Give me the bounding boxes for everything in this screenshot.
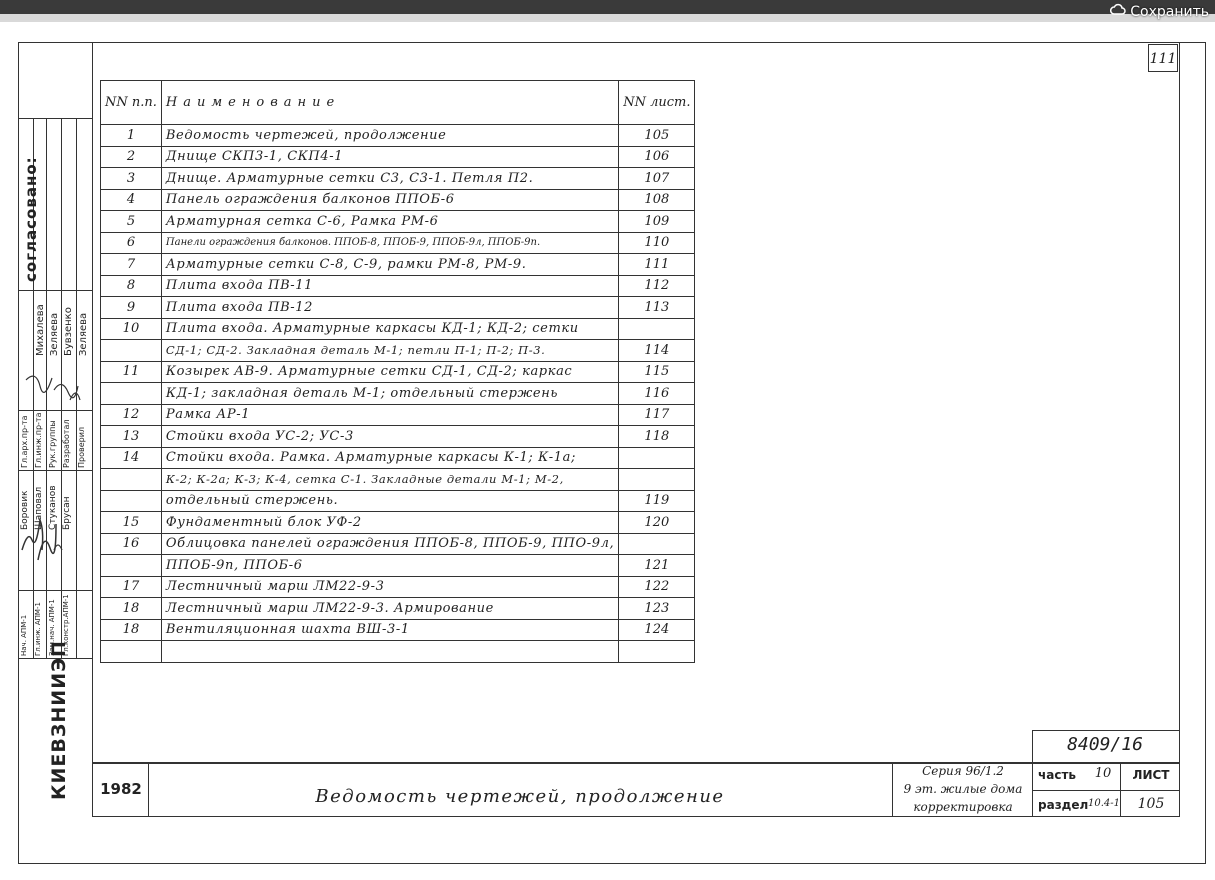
row-name [161,641,618,663]
row-name: Днище СКП3-1, СКП4-1 [161,146,618,168]
row-sheet: 119 [619,490,695,512]
table-row [101,361,695,383]
archive-box-top [1032,730,1180,731]
table-row [101,598,695,620]
row-sheet: 113 [619,297,695,319]
row-name: Панель ограждения балконов ППОБ-6 [161,189,618,211]
header-num: NN п.п. [101,81,162,125]
row-sheet [619,318,695,340]
table-row [101,426,695,448]
row-number [101,641,162,663]
row-name: СД-1; СД-2. Закладная деталь М-1; петли П-1; П-2; П-3. [161,340,618,362]
agreed-name-3: Бувзенко [63,307,74,356]
row-name: Плита входа. Арматурные каркасы КД-1; КД-2; сетки [161,318,618,340]
cloud-save-icon [1110,2,1126,22]
approver-role-3: Зам.нач. АПМ-1 [48,599,56,656]
sidebar-hline-1 [18,118,92,119]
table-row [101,254,695,276]
row-sheet: 108 [619,189,695,211]
table-row [101,404,695,426]
save-button-label: Сохранить [1130,4,1209,20]
row-name: Ведомость чертежей, продолжение [161,125,618,147]
row-number: 3 [101,168,162,190]
table-header-row [101,81,695,125]
row-sheet: 116 [619,383,695,405]
row-number [101,469,162,491]
approver-role-1: Нач. АПМ-1 [20,614,28,656]
title-block-series-divider [892,762,893,817]
sheet-label: ЛИСТ [1132,768,1170,782]
table-row [101,641,695,663]
row-sheet: 111 [619,254,695,276]
section-value: 10.4-1 [1088,798,1120,809]
agreed-label: согласовано: [22,156,40,282]
row-sheet: 112 [619,275,695,297]
table-row [101,168,695,190]
row-name: Арматурные сетки С-8, С-9, рамки РМ-8, РМ-9. [161,254,618,276]
table-row [101,555,695,577]
agreed-name-4: Зеляева [78,312,89,356]
row-name: Козырек АВ-9. Арматурные сетки СД-1, СД-2; каркас [161,361,618,383]
row-number: 14 [101,447,162,469]
table-row [101,297,695,319]
row-number: 2 [101,146,162,168]
row-sheet [619,641,695,663]
row-number: 12 [101,404,162,426]
agreed-name-1: Михалева [35,304,46,356]
title-block-part-divider [1032,730,1033,817]
table-row [101,232,695,254]
row-name: отдельный стержень. [161,490,618,512]
title-block-title: Ведомость чертежей, продолжение [315,786,725,807]
row-sheet: 107 [619,168,695,190]
row-sheet: 118 [619,426,695,448]
row-name: КД-1; закладная деталь М-1; отдельный стержень [161,383,618,405]
org-name: КИЕВЗНИИЭП [48,640,70,800]
table-row [101,490,695,512]
row-number: 9 [101,297,162,319]
row-sheet: 106 [619,146,695,168]
row-number [101,383,162,405]
series-line-2: 9 эт. жилые дома [903,782,1023,796]
row-name: Плита входа ПВ-11 [161,275,618,297]
row-number: 18 [101,619,162,641]
row-sheet [619,533,695,555]
row-number: 15 [101,512,162,534]
table-row [101,576,695,598]
viewer-top-bar [0,0,1215,14]
table-row [101,512,695,534]
row-number [101,340,162,362]
row-sheet [619,447,695,469]
signer-name-1: Боровик [20,490,30,530]
row-name: ППОБ-9п, ППОБ-6 [161,555,618,577]
signer-role-3: Рук.группы [48,420,57,468]
row-name: Стойки входа УС-2; УС-3 [161,426,618,448]
row-number: 17 [101,576,162,598]
row-name: К-2; К-2а; К-3; К-4, сетка С-1. Закладные детали М-1; М-2, [161,469,618,491]
row-number [101,555,162,577]
signer-role-2: Гл.инж.пр-та [34,412,43,468]
title-block-mid-line [1032,790,1180,791]
signer-role-4: Разработал [62,419,71,468]
row-name: Лестничный марш ЛМ22-9-3 [161,576,618,598]
row-number: 8 [101,275,162,297]
title-block-year-divider [148,762,149,817]
section-label: раздел [1038,798,1088,812]
header-sheet: NN лист. [619,81,695,125]
row-sheet: 124 [619,619,695,641]
signer-name-3: Стуканов [48,485,58,530]
row-number: 13 [101,426,162,448]
row-sheet: 109 [619,211,695,233]
table-row [101,383,695,405]
agreed-name-2: Зеляева [49,312,60,356]
table-row [101,533,695,555]
signer-role-1: Гл.арх.пр-та [20,415,29,468]
part-value: 10 [1094,766,1112,781]
signer-name-2: Шаповал [34,486,44,530]
row-number [101,490,162,512]
row-number: 16 [101,533,162,555]
table-row [101,189,695,211]
sidebar-hline-5 [18,590,92,591]
row-sheet: 123 [619,598,695,620]
approver-role-4: Гл.констр.АПМ-1 [62,594,70,656]
sidebar-hline-2 [18,290,92,291]
row-number: 5 [101,211,162,233]
header-name: Наименование [161,81,618,125]
row-name: Рамка АР-1 [161,404,618,426]
part-label: часть [1038,768,1076,782]
table-row [101,619,695,641]
signer-name-4: Брусан [62,496,72,530]
table-row [101,146,695,168]
table-row [101,211,695,233]
corner-sheet-number: 111 [1148,44,1178,72]
row-sheet: 117 [619,404,695,426]
row-number: 1 [101,125,162,147]
archive-number: 8409/16 [1067,734,1143,755]
signer-role-5: Проверил [77,426,86,468]
row-number: 11 [101,361,162,383]
save-button[interactable] [1110,2,1209,22]
row-name: Лестничный марш ЛМ22-9-3. Армирование [161,598,618,620]
table-row [101,318,695,340]
row-name: Днище. Арматурные сетки С3, С3-1. Петля П2. [161,168,618,190]
viewer-top-strip [0,14,1215,22]
sheet-value: 105 [1137,796,1165,812]
table-row [101,469,695,491]
row-number: 18 [101,598,162,620]
row-sheet: 120 [619,512,695,534]
row-number: 10 [101,318,162,340]
table-row [101,125,695,147]
row-name: Панели ограждения балконов. ППОБ-8, ППОБ-9, ППОБ-9л, ППОБ-9п. [161,232,618,254]
signature-marks [18,360,92,590]
row-number: 4 [101,189,162,211]
row-name: Фундаментный блок УФ-2 [161,512,618,534]
title-block-year: 1982 [100,780,142,798]
approver-role-2: Гл.инж. АПМ-1 [34,602,42,656]
row-name: Облицовка панелей ограждения ППОБ-8, ППОБ-9, ППО-9л, [161,533,618,555]
series-line-3: корректировка [913,800,1013,814]
row-sheet: 121 [619,555,695,577]
table-row [101,340,695,362]
row-name: Плита входа ПВ-12 [161,297,618,319]
row-number: 7 [101,254,162,276]
row-sheet: 115 [619,361,695,383]
row-sheet: 122 [619,576,695,598]
row-sheet: 110 [619,232,695,254]
row-sheet [619,469,695,491]
row-sheet: 105 [619,125,695,147]
row-name: Вентиляционная шахта ВШ-3-1 [161,619,618,641]
series-line-1: Серия 96/1.2 [922,764,1004,778]
table-row [101,447,695,469]
drawings-list-table [100,80,695,663]
table-row [101,275,695,297]
row-name: Стойки входа. Рамка. Арматурные каркасы К-1; К-1а; [161,447,618,469]
row-number: 6 [101,232,162,254]
row-sheet: 114 [619,340,695,362]
row-name: Арматурная сетка С-6, Рамка РМ-6 [161,211,618,233]
